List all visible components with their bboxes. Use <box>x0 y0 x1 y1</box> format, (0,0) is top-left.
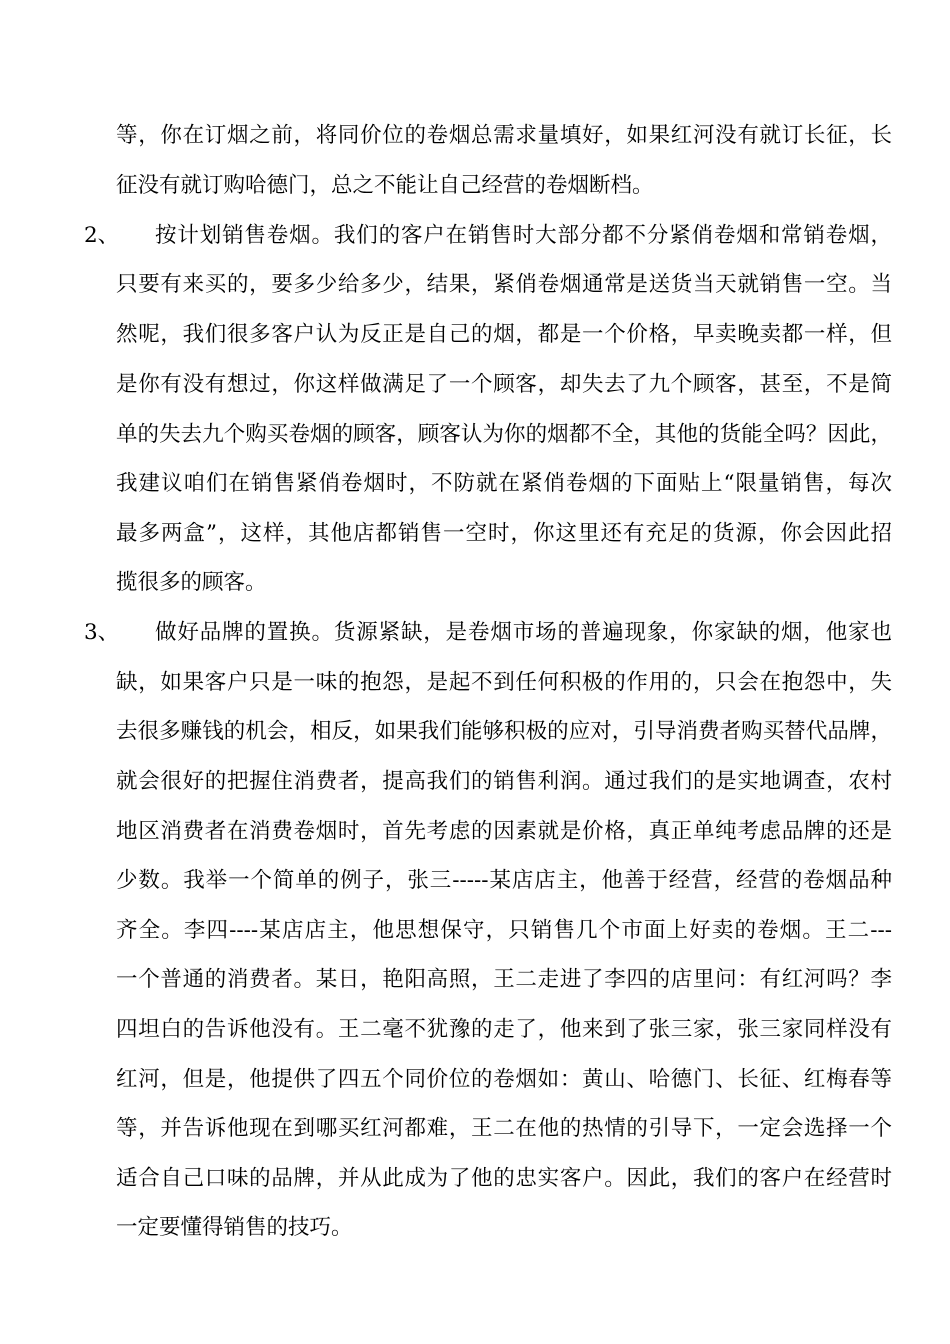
text-line: 去很多赚钱的机会，相反，如果我们能够积极的应对，引导消费者购买替代品牌， <box>116 719 892 744</box>
text-line: 然呢，我们很多客户认为反正是自己的烟，都是一个价格，早卖晚卖都一样，但 <box>116 322 892 347</box>
text-line: 适合自己口味的品牌，并从此成为了他的忠实客户。因此，我们的客户在经营时 <box>116 1166 892 1191</box>
text-line: 就会很好的把握住消费者，提高我们的销售利润。通过我们的是实地调查，农村 <box>116 769 892 794</box>
list-marker: 2、 <box>84 223 120 248</box>
text-line: 地区消费者在消费卷烟时，首先考虑的因素就是价格，真正单纯考虑品牌的还是 <box>116 819 892 844</box>
text-line: 按计划销售卷烟。我们的客户在销售时大部分都不分紧俏卷烟和常销卷烟， <box>155 223 892 248</box>
text-line: 一个普通的消费者。某日，艳阳高照，王二走进了李四的店里问：有红河吗？李 <box>116 967 892 992</box>
text-line: 少数。我举一个简单的例子，张三-----某店店主，他善于经营，经营的卷烟品种 <box>116 868 892 893</box>
text-line: 一定要懂得销售的技巧。 <box>116 1215 353 1240</box>
text-line: 单的失去九个购买卷烟的顾客，顾客认为你的烟都不全，其他的货能全吗？因此， <box>116 422 892 447</box>
text-line: 征没有就订购哈德门，总之不能让自己经营的卷烟断档。 <box>116 173 654 198</box>
text-line: 最多两盒”，这样，其他店都销售一空时，你这里还有充足的货源，你会因此招 <box>116 521 892 546</box>
text-line: 我建议咱们在销售紧俏卷烟时，不防就在紧俏卷烟的下面贴上“限量销售，每次 <box>116 471 892 496</box>
text-line: 齐全。李四----某店店主，他思想保守，只销售几个市面上好卖的卷烟。王二--- <box>116 918 892 943</box>
text-line: 缺，如果客户只是一味的抱怨，是起不到任何积极的作用的，只会在抱怨中，失 <box>116 670 892 695</box>
text-line: 等，你在订烟之前，将同价位的卷烟总需求量填好，如果红河没有就订长征，长 <box>116 123 892 148</box>
text-line: 做好品牌的置换。货源紧缺，是卷烟市场的普遍现象，你家缺的烟，他家也 <box>155 620 892 645</box>
text-line: 红河，但是，他提供了四五个同价位的卷烟如：黄山、哈德门、长征、红梅春等 <box>116 1067 892 1092</box>
text-line: 等，并告诉他现在到哪买红河都难，王二在他的热情的引导下，一定会选择一个 <box>116 1116 892 1141</box>
text-line: 四坦白的告诉他没有。王二毫不犹豫的走了，他来到了张三家，张三家同样没有 <box>116 1017 892 1042</box>
list-marker: 3、 <box>84 620 120 645</box>
text-line: 只要有来买的，要多少给多少，结果，紧俏卷烟通常是送货当天就销售一空。当 <box>116 272 892 297</box>
text-line: 揽很多的顾客。 <box>116 570 267 595</box>
text-line: 是你有没有想过，你这样做满足了一个顾客，却失去了九个顾客，甚至，不是简 <box>116 372 892 397</box>
